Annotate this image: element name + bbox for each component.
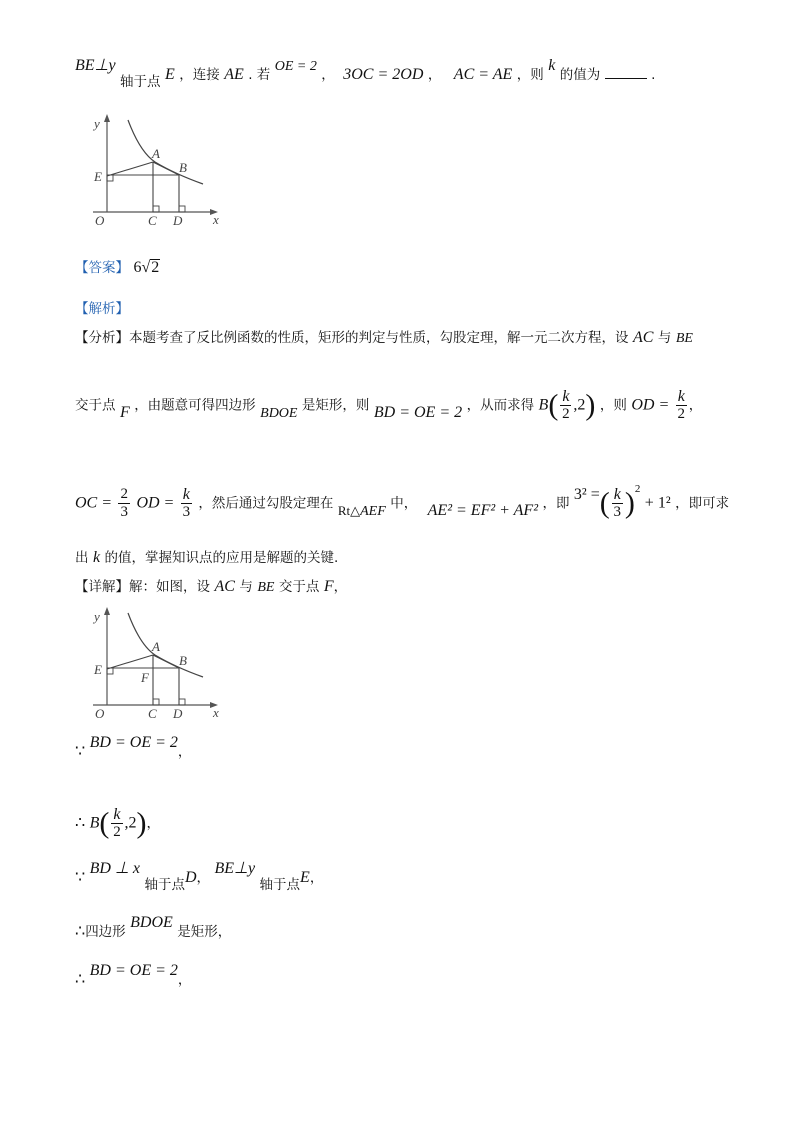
a-text: ，由题意可得四边形 [134,397,256,414]
q-oe-eq: OE = 2 [274,59,317,74]
q-text: ， [321,67,335,83]
label-o: O [95,213,105,228]
label-a: A [152,146,160,161]
a-text: ，即可求 [675,495,730,512]
a-frac-k-2b: $\frac{k}{2}$ [677,388,685,422]
a-frac-k-3: $\frac{k}{3}$ [182,486,191,520]
s-point-e: E [300,869,310,886]
detail-tag: 【详解】 [75,579,129,595]
q-text: ，则 [516,67,544,83]
step-5 [75,962,192,990]
answer-coef: 6 [133,259,142,276]
analysis-tag-line [75,299,129,319]
q-ac-ae-eq: AC = AE [453,66,513,83]
detail-line [75,577,347,598]
a-od-eq: OD = [631,396,670,414]
d-ac: AC [214,578,235,595]
q-text: ， [427,67,442,83]
step-1 [75,734,192,762]
answer-radicand: 2 [151,259,160,276]
a-text: 与 [657,330,672,346]
label-b: B [179,160,187,175]
answer-tag: 【答案】 [75,260,129,276]
right-angle-c [153,699,159,705]
s-text: 是矩形， [177,924,232,940]
therefore-icon: ∴ [75,923,86,940]
a-aef: AEF [360,503,386,519]
analysis-tag: 【解析】 [75,301,129,317]
label-c: C [148,706,157,721]
q-text: 轴于点 [120,74,161,90]
label-d: D [173,213,183,228]
a-text: 本题考查了反比例函数的性质，矩形的判定与性质，勾股定理，解一元二次方程，设 [129,330,629,346]
s-text: 轴于点 [144,877,185,893]
y-arrow-icon [104,607,110,615]
step-2: ∴ B( $\frac{k}{2}$ ,2)， [75,806,161,840]
label-c: C [148,213,157,228]
a-frac-2-3: $\frac{2}{3}$ [120,486,128,520]
d-text: 与 [239,579,253,595]
s-be-perp-y: BE⊥y [214,860,256,877]
s-text: ， [146,815,161,832]
label-o: O [95,706,105,721]
segment-ea [107,655,153,669]
analysis-line-4 [75,548,338,568]
sqrt-icon: √ [141,259,151,276]
s-text: ， [177,744,192,760]
answer-line [75,258,160,278]
question-line [75,57,656,90]
label-b: B [179,653,187,668]
right-angle-d [179,699,185,705]
a-frac-k-2: $\frac{k}{2}$ [562,388,570,422]
s-text: 轴于点 [259,877,301,893]
q-text: 的值为 [559,67,601,83]
a-text: 中， [390,495,418,512]
a-text: ， [688,397,703,414]
label-a: A [152,639,160,654]
a-text: 是矩形，则 [301,397,370,414]
label-d: D [173,706,183,721]
s-point-b: B [89,814,100,832]
label-y: y [94,116,100,131]
y-arrow-icon [104,114,110,122]
label-y: y [94,609,100,624]
right-angle-c [153,206,159,212]
s-bdoe: BDOE [130,914,173,931]
q-k: k [548,57,556,74]
label-e: E [94,662,102,677]
a-bd-oe-eq: BD = OE = 2 [373,403,463,421]
s-frac-k-2: $\frac{k}{2}$ [113,806,121,840]
figure-1 [85,112,225,232]
a-ac: AC [632,329,654,346]
analysis-line-2: 交于点 F ，由题意可得四边形 BDOE 是矩形，则 BD = OE = 2 ，从而求得 B( $\frac{k}{2}$ ,2) ，则 OD = $\frac{k}{2}$ ， [75,388,703,422]
a-pythag-eq: AE² = EF² + AF² [427,501,538,519]
a-k: k [92,549,101,566]
q-text: . [651,67,656,83]
a-text: ，即 [542,495,570,512]
q-text: . 若 [248,67,271,83]
s-bd-perp-x: BD ⊥ x [89,860,141,877]
s-bd-oe-eq: BD = OE = 2 [89,962,178,979]
q-point-e: E [165,66,175,83]
analysis-line-3: OC = $\frac{2}{3}$ OD = $\frac{k}{3}$ ，然后通过勾股定理在 Rt△AEF 中， AE² = EF² + AF² ，即 3² =( $\frac{k}{3}$ )$^2$ + 1² ，即可求 [75,482,730,520]
therefore-icon: ∴ [75,971,86,988]
d-text: 交于点 [278,579,320,595]
figure-2 [85,605,225,725]
label-e: E [94,169,102,184]
d-text: 解：如图，设 [129,579,210,595]
a-bdoe: BDOE [260,405,298,421]
a-rt: Rt△ [337,502,361,518]
hyperbola-curve [128,613,203,677]
a-tag: 【分析】 [75,330,129,346]
a-plus-1sq: + 1² [644,494,671,512]
a-od-eq: OD = [136,494,175,512]
a-f: F [119,403,130,421]
s-bd-oe-eq: BD = OE = 2 [89,734,178,751]
segment-ea [107,162,153,176]
segment-ab [153,162,179,175]
d-f: F [323,578,334,595]
analysis-line-1 [75,328,693,349]
a-text: 出 [75,550,89,566]
d-be: BE [257,580,275,595]
right-angle-d [179,206,185,212]
a-text: ，然后通过勾股定理在 [198,495,334,512]
step-4 [75,914,232,942]
q-ae: AE [224,66,244,83]
a-point-b: B [538,396,549,414]
a-text: ,2 [573,396,586,414]
hyperbola-curve [128,120,203,184]
q-text: ，连接 [179,67,220,83]
q-be-perp-y: BE⊥y [75,57,116,74]
q-oc-od-eq: 3OC = 2OD [343,66,424,83]
a-text: ，从而求得 [466,397,535,414]
because-icon: ∵ [75,743,86,760]
segment-ab [153,655,179,668]
label-x: x [213,212,219,227]
a-frac-k-3b: $\frac{k}{3}$ [613,486,622,520]
d-text: ， [333,579,348,595]
s-point-d: D [184,869,197,886]
label-f: F [141,670,149,685]
s-text: ， [177,972,192,988]
answer-blank [605,64,647,79]
s-text: ， [309,870,324,886]
s-text: ， [196,870,211,886]
label-x: x [213,705,219,720]
a-text: ，则 [599,397,627,414]
a-oc-eq: OC = [75,494,113,512]
step-3 [75,860,324,893]
a-be: BE [675,331,693,346]
a-3sq: 3² = [573,485,600,503]
therefore-icon: ∴ [75,814,86,832]
a-text: 交于点 [75,397,116,414]
s-text: ,2 [124,814,137,832]
because-icon: ∵ [75,869,86,886]
a-text: 的值，掌握知识点的应用是解题的关键. [104,550,339,566]
s-text: 四边形 [85,924,126,940]
